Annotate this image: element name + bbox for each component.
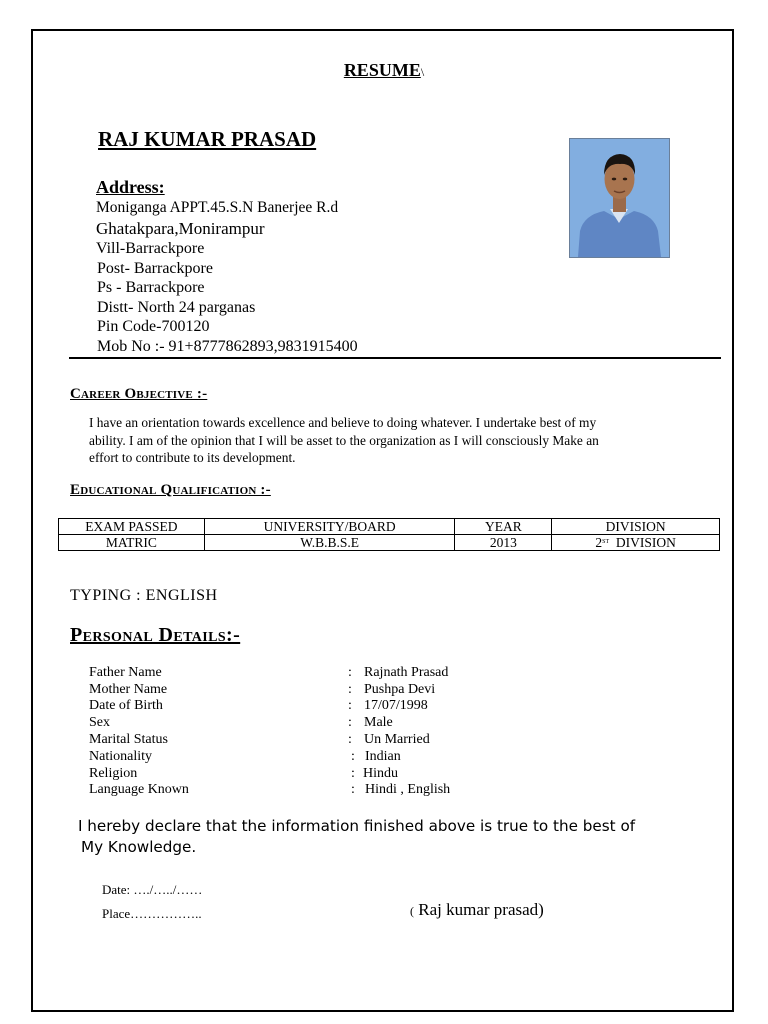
detail-value: Indian — [365, 749, 401, 764]
detail-value: Pushpa Devi — [364, 682, 436, 697]
divider — [69, 357, 721, 359]
detail-value: Un Married — [364, 732, 430, 747]
detail-colon: : — [348, 732, 352, 747]
detail-colon: : — [348, 715, 352, 730]
personal-details-heading: Personal Details:- — [70, 624, 241, 646]
typing-skill: TYPING : ENGLISH — [70, 587, 218, 604]
address-heading: Address: — [96, 177, 165, 197]
detail-value: 17/07/1998 — [364, 698, 428, 713]
detail-label: Sex — [89, 715, 110, 730]
detail-value: Male — [364, 715, 393, 730]
declaration-line: My Knowledge. — [81, 838, 197, 856]
detail-label: Marital Status — [89, 732, 168, 747]
detail-colon: : — [348, 665, 352, 680]
detail-label: Religion — [89, 766, 138, 781]
address-line: Moniganga APPT.45.S.N Banerjee R.d — [96, 199, 339, 216]
declaration-line: I hereby declare that the information finished above is true to the best of — [78, 817, 636, 835]
table-header-cell: DIVISION — [552, 519, 720, 535]
table-row — [59, 535, 720, 551]
career-line: I have an orientation towards excellence and believe to doing whatever. I undertake best of my — [89, 415, 597, 430]
mobile-number: Mob No :- 91+8777862893,9831915400 — [97, 338, 358, 355]
table-header-cell: UNIVERSITY/BOARD — [204, 519, 455, 535]
detail-value: Hindi , English — [365, 782, 451, 797]
detail-colon: : — [351, 766, 355, 781]
address-line: Vill-Barrackpore — [96, 240, 205, 257]
detail-value: Rajnath Prasad — [364, 665, 449, 680]
career-objective-heading: Career Objective :- — [70, 386, 208, 402]
detail-label: Mother Name — [89, 682, 168, 697]
detail-colon: : — [348, 682, 352, 697]
detail-colon: : — [351, 782, 355, 797]
profile-photo — [569, 138, 670, 258]
career-line: ability. I am of the opinion that I will be asset to the organization as I will consciously Make an — [89, 432, 599, 448]
detail-label: Father Name — [89, 665, 162, 680]
detail-colon: : — [351, 749, 355, 764]
declaration — [78, 816, 678, 858]
address-line: Ps - Barrackpore — [97, 279, 205, 296]
resume-title: RESUME\ — [343, 60, 425, 80]
detail-label: Nationality — [89, 749, 152, 764]
detail-colon: : — [348, 698, 352, 713]
board-cell: W.B.B.S.E — [204, 535, 455, 551]
career-objective-text — [89, 414, 689, 467]
address-line: Ghatakpara,Monirampur — [96, 219, 265, 238]
career-line: effort to contribute to its development. — [89, 450, 296, 465]
address-line: Distt- North 24 parganas — [97, 299, 256, 316]
address-line: Post- Barrackpore — [97, 260, 213, 277]
detail-label: Language Known — [89, 782, 189, 797]
table-header-cell: YEAR — [455, 519, 552, 535]
person-photo-icon — [570, 139, 669, 257]
table-header-row — [59, 519, 720, 535]
applicant-name: RAJ KUMAR PRASAD — [98, 127, 317, 151]
table-header-cell: EXAM PASSED — [59, 519, 205, 535]
detail-label: Date of Birth — [89, 698, 163, 713]
education-table — [58, 518, 720, 551]
address-line: Pin Code-700120 — [97, 318, 210, 335]
education-heading: Educational Qualification :- — [70, 482, 271, 498]
exam-cell: MATRIC — [59, 535, 205, 551]
date-label: Date: …./…../…… — [102, 882, 203, 897]
signature-name: ( Raj kumar prasad) — [410, 900, 544, 919]
detail-value: Hindu — [363, 766, 398, 781]
division-cell: 2ST DIVISION — [552, 535, 720, 551]
year-cell: 2013 — [455, 535, 552, 551]
place-label: Place…………….. — [102, 906, 202, 921]
